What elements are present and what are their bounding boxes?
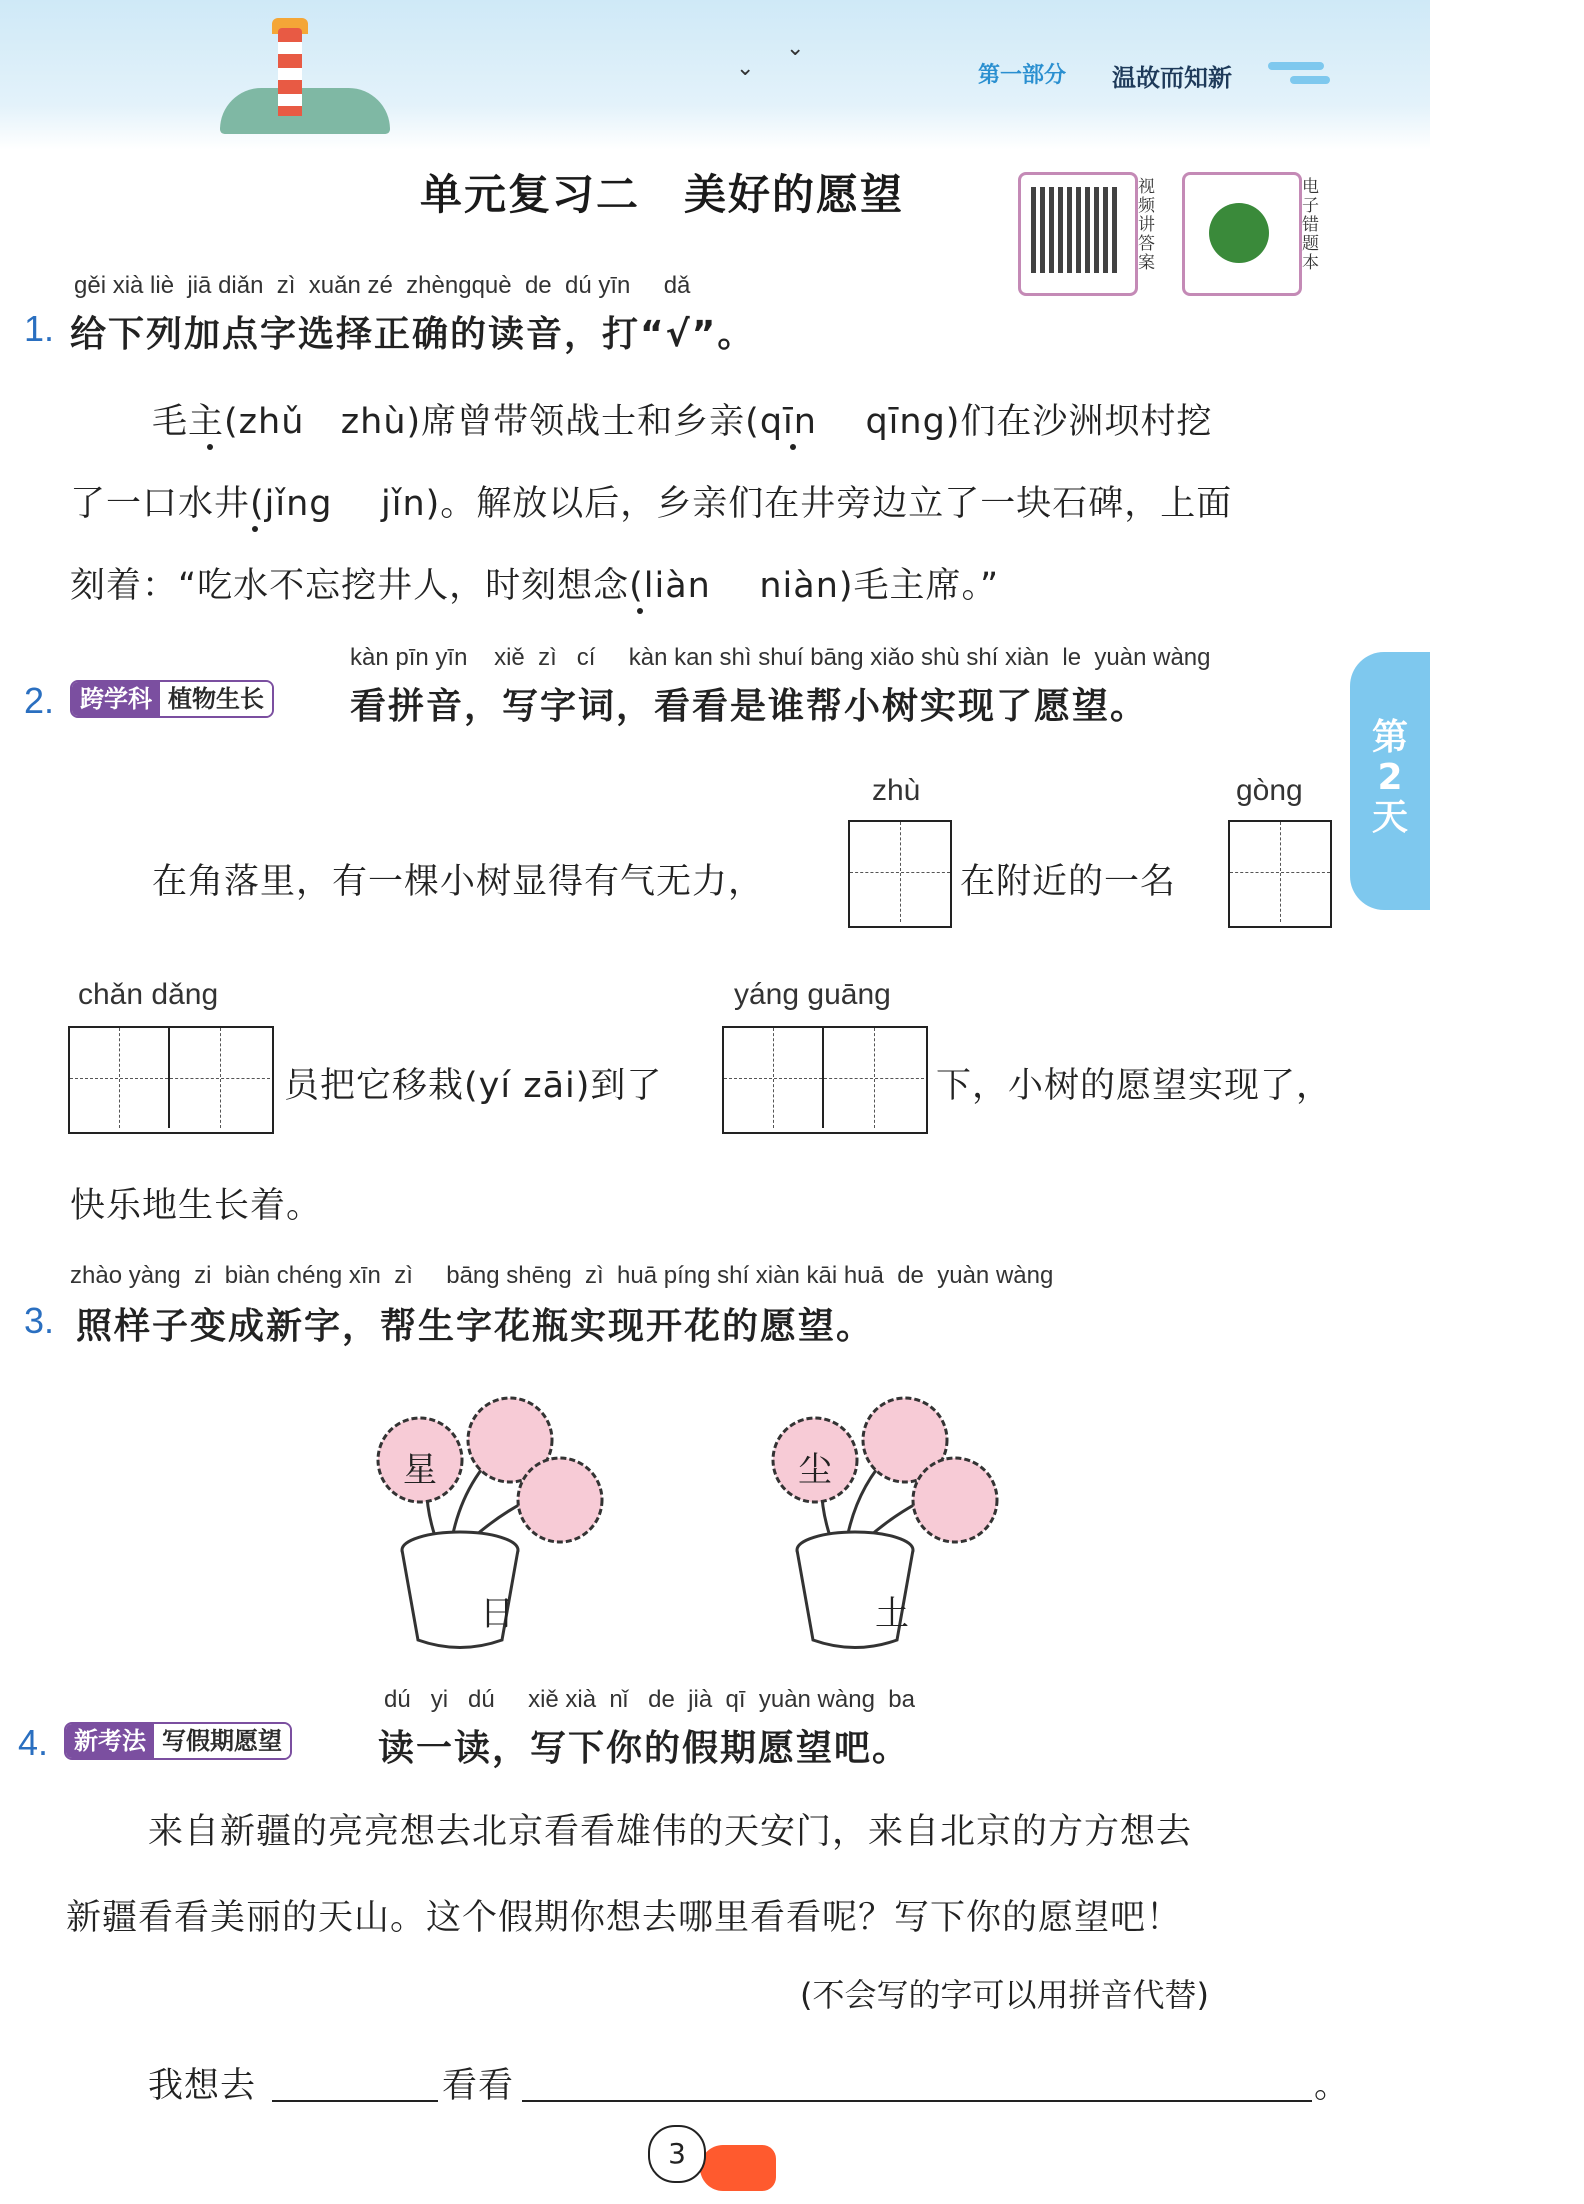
py-gong: gòng (1236, 774, 1303, 807)
emphasis-dot (637, 608, 643, 614)
tag-label: 新考法 (66, 1724, 154, 1758)
pot1-base-char: 日 (480, 1594, 514, 1634)
py-yangguang: yáng guāng (734, 978, 891, 1011)
q4-note: (不会写的字可以用拼音代替) (800, 1976, 1209, 2014)
bird-icon-2: ⌄ (786, 36, 805, 61)
q4-number: 4. (18, 1722, 49, 1763)
char-box-chandang[interactable] (68, 1026, 274, 1134)
submarine-icon (700, 2145, 776, 2191)
tag-topic: 植物生长 (160, 682, 272, 716)
char-box-zhu[interactable] (848, 820, 952, 928)
page-title: 单元复习二 美好的愿望 (420, 170, 905, 219)
char-box-yangguang[interactable] (722, 1026, 928, 1134)
tag-topic: 写假期愿望 (154, 1724, 290, 1758)
emphasis-dot (790, 444, 796, 450)
fill-label-go: 我想去 (148, 2066, 257, 2106)
char-box-gong[interactable] (1228, 820, 1332, 928)
q4-line-2: 新疆看看美丽的天山。这个假期你想去哪里看看呢？写下你的愿望吧！ (66, 1898, 1183, 1938)
q3-instruction: 照样子变成新字，帮生字花瓶实现开花的愿望。 (76, 1306, 875, 1347)
qr-code-errorbook[interactable] (1182, 172, 1302, 296)
emphasis-dot (207, 444, 213, 450)
day-tab: 第 2 天 (1350, 652, 1430, 910)
q4-tag (64, 1722, 292, 1760)
q1-line-3: 刻着：“吃水不忘挖井人，时刻想念(liàn niàn)毛主席。” (70, 566, 1000, 606)
qr-label-video: 视频讲答案 (1138, 177, 1155, 273)
q3-number: 3. (24, 1300, 55, 1341)
fill-blank-place[interactable] (272, 2100, 438, 2102)
py-zhu: zhù (872, 774, 921, 807)
q4-instruction: 读一读，写下你的假期愿望吧。 (378, 1728, 911, 1769)
q2-line-2a: 员把它移栽(yí zāi)到了 (284, 1066, 663, 1106)
pot2-flower-char: 尘 (798, 1450, 832, 1490)
q1-number: 1. (24, 308, 55, 349)
lighthouse-icon (278, 28, 302, 116)
q2-line-3: 快乐地生长着。 (70, 1186, 323, 1226)
island-illustration (220, 88, 390, 134)
section-decoration-2 (1290, 76, 1330, 84)
fill-end: 。 (1314, 2066, 1351, 2106)
q2-instruction: 看拼音，写字词，看看是谁帮小树实现了愿望。 (350, 686, 1149, 727)
pot2-base-char: 土 (875, 1594, 909, 1634)
q2-number: 2. (24, 680, 55, 721)
fill-label-see: 看看 (442, 2066, 515, 2106)
q2-tag (70, 680, 274, 718)
q1-pinyin: gěi xià liè jiā diǎn zì xuǎn zé zhèngquè de dú yīn dǎ (74, 272, 691, 299)
section-decoration (1268, 62, 1324, 70)
q2-line-1b: 在附近的一名 (960, 862, 1177, 902)
section-name: 温故而知新 (1112, 64, 1232, 92)
pot1-flower-char: 星 (403, 1450, 437, 1490)
qr-label-errorbook: 电子错题本 (1302, 177, 1319, 273)
emphasis-dot (252, 526, 258, 532)
q1-instruction: 给下列加点字选择正确的读音，打“√”。 (70, 314, 756, 355)
q1-line-1: 毛主(zhǔ zhù)席曾带领战士和乡亲(qīn qīng)们在沙洲坝村挖 (152, 402, 1213, 442)
q2-line-2b: 下，小树的愿望实现了， (936, 1066, 1333, 1106)
qr-code-video[interactable] (1018, 172, 1138, 296)
q1-line-2: 了一口水井(jǐng jǐn)。解放以后，乡亲们在井旁边立了一块石碑，上面 (70, 484, 1233, 524)
flower-pot-illustration (360, 1380, 1060, 1660)
fill-blank-sight[interactable] (522, 2100, 1312, 2102)
py-chandang: chǎn dǎng (78, 978, 219, 1011)
q4-line-1: 来自新疆的亮亮想去北京看看雄伟的天安门，来自北京的方方想去 (148, 1812, 1193, 1852)
q4-pinyin: dú yi dú xiě xià nǐ de jià qī yuàn wàng ba (384, 1686, 915, 1713)
tag-label: 跨学科 (72, 682, 160, 716)
q3-pinyin: zhào yàng zi biàn chéng xīn zì bāng shēng zì huā píng shí xiàn kāi huā de yuàn wàng (70, 1262, 1054, 1289)
bird-icon: ⌄ (736, 56, 755, 81)
section-tag: 第一部分 (978, 63, 1067, 88)
q2-pinyin: kàn pīn yīn xiě zì cí kàn kan shì shuí bāng xiǎo shù shí xiàn le yuàn wàng (350, 644, 1211, 671)
page-number: 3 (648, 2125, 706, 2183)
q2-line-1: 在角落里，有一棵小树显得有气无力， (152, 862, 765, 902)
